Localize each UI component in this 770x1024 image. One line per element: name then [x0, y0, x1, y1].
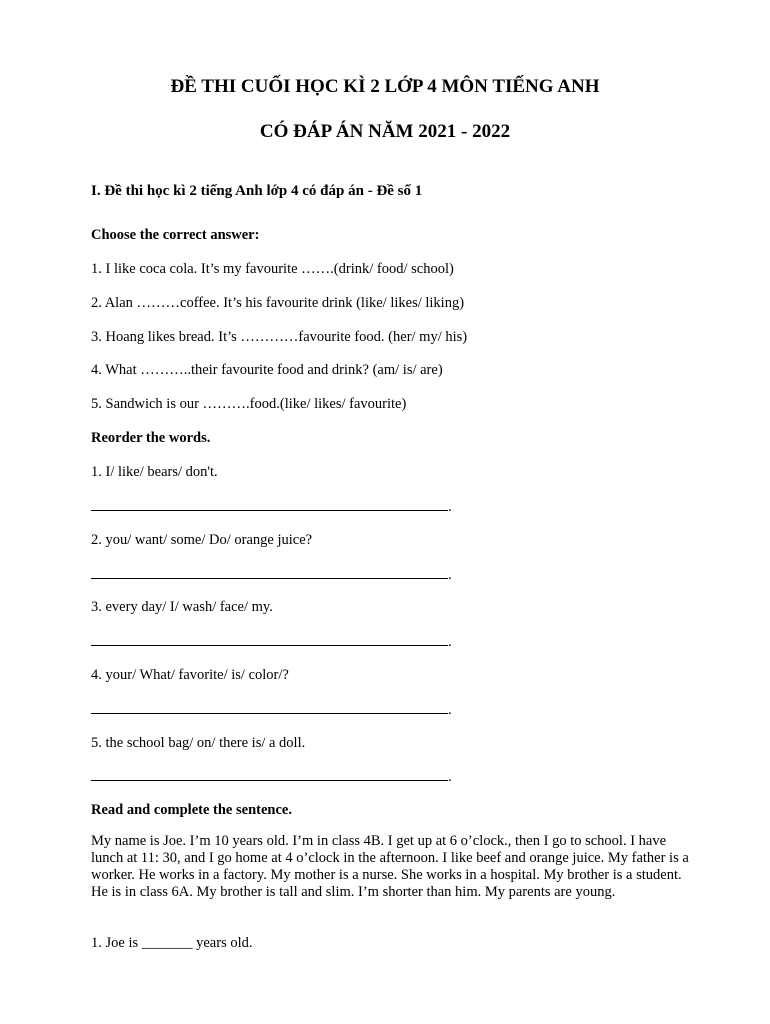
answer-period: .: [448, 634, 452, 650]
answer-period: .: [448, 567, 452, 583]
answer-line-3: [91, 633, 452, 651]
answer-line-4: [91, 701, 452, 719]
answer-period: .: [448, 769, 452, 785]
answer-period: .: [448, 499, 452, 515]
answer-rule: [91, 701, 448, 714]
answer-rule: [91, 498, 448, 511]
answer-period: .: [448, 702, 452, 718]
document-title-line-1: ĐỀ THI CUỐI HỌC KÌ 2 LỚP 4 MÔN TIẾNG ANH: [170, 76, 600, 97]
choose-item-5: 5. Sandwich is our ……….food.(like/ likes/ favourite): [91, 396, 407, 412]
answer-rule: [91, 633, 448, 646]
document-title-line-2: CÓ ĐÁP ÁN NĂM 2021 - 2022: [259, 121, 511, 142]
reorder-item-1: 1. I/ like/ bears/ don't.: [91, 464, 218, 480]
choose-item-4: 4. What ………..their favourite food and drink? (am/ is/ are): [91, 362, 443, 378]
reorder-item-3: 3. every day/ I/ wash/ face/ my.: [91, 599, 273, 615]
read-item-1: 1. Joe is _______ years old.: [91, 935, 253, 951]
answer-rule: [91, 566, 448, 579]
choose-heading: Choose the correct answer:: [91, 227, 260, 243]
reorder-item-2: 2. you/ want/ some/ Do/ orange juice?: [91, 532, 313, 548]
choose-item-2: 2. Alan ………coffee. It’s his favourite drink (like/ likes/ liking): [91, 295, 465, 311]
section-heading: I. Đề thi học kì 2 tiếng Anh lớp 4 có đáp án - Đề số 1: [91, 183, 423, 199]
read-heading: Read and complete the sentence.: [91, 802, 292, 818]
answer-line-1: [91, 498, 452, 516]
reorder-item-5: 5. the school bag/ on/ there is/ a doll.: [91, 735, 306, 751]
reading-passage: My name is Joe. I’m 10 years old. I’m in class 4B. I get up at 6 o’clock., then I go to school. I have lunch at 11: 30, and I go home at 4 o’clock in the afternoon. I like beef and orange juice. My father is a worker. He works in a factory. My mother is a nurse. She works in a hospital. My brother is a student. He is in class 6A. My brother is tall and slim. I’m shorter than him. My parents are young.: [91, 833, 689, 900]
answer-rule: [91, 768, 448, 781]
choose-item-3: 3. Hoang likes bread. It’s …………favourite food. (her/ my/ his): [91, 329, 468, 345]
answer-line-2: [91, 566, 452, 584]
reorder-heading: Reorder the words.: [91, 430, 211, 446]
reorder-item-4: 4. your/ What/ favorite/ is/ color/?: [91, 667, 289, 683]
answer-line-5: [91, 768, 452, 786]
choose-item-1: 1. I like coca cola. It’s my favourite …….(drink/ food/ school): [91, 261, 454, 277]
